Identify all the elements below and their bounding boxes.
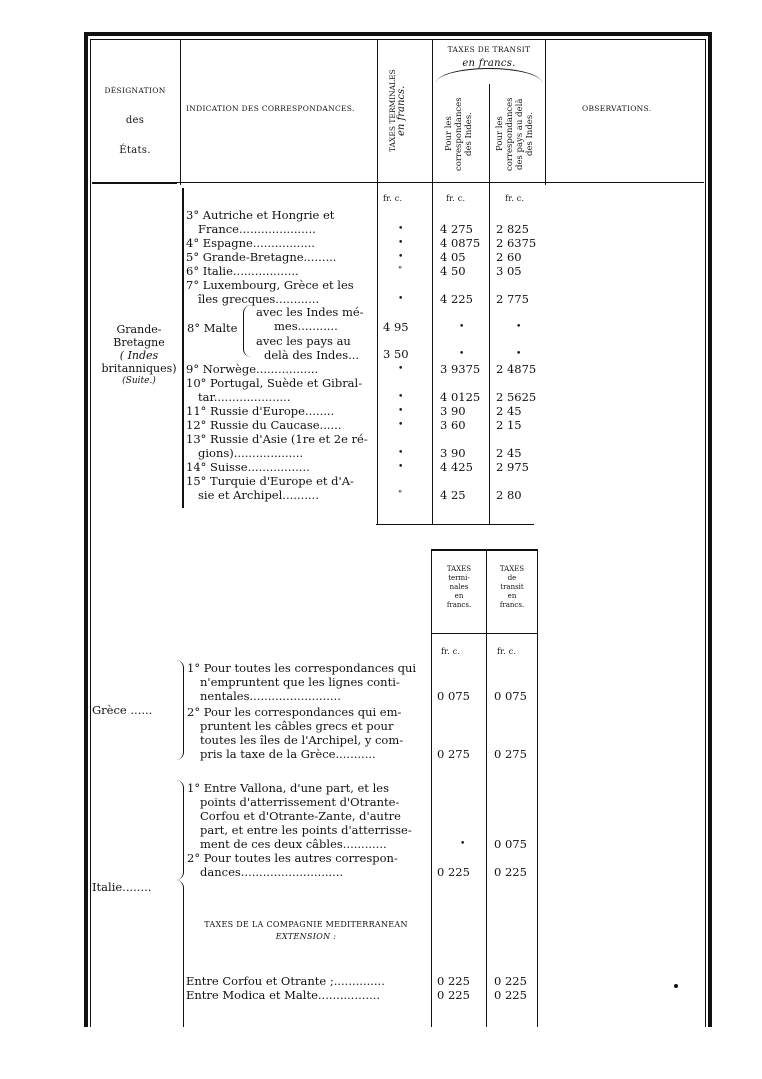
italie-state-label: Italie........ (92, 880, 152, 894)
col-rule-obs (545, 39, 546, 185)
gb-row-indes: 4 225 (440, 292, 473, 306)
gb-brace (182, 188, 184, 508)
malte-brace (243, 305, 252, 357)
malte-indes-mark2: • (459, 349, 465, 359)
header-transit-col2-line4: des Indes. (525, 112, 535, 156)
gb-row-dela: 2 45 (496, 404, 522, 418)
italie-row-terminales: 0 225 (437, 865, 470, 879)
header-transit-col2-line2: correspondances (505, 97, 515, 171)
gb-row-text: 14° Suisse................. (186, 460, 310, 474)
table2-col1-line5: francs. (446, 601, 472, 609)
grece-row-text: 1° Pour toutes les correspondances qui (187, 661, 417, 675)
malte-sub2-line2: delà des Indes... (264, 348, 360, 362)
gb-row-text: 13° Russie d'Asie (1re et 2e ré- (186, 432, 368, 446)
company-row-terminales: 0 225 (437, 988, 470, 1002)
grece-row-text: nentales......................... (200, 689, 341, 703)
gb-row-indes: 3 90 (440, 404, 466, 418)
table2-col-rule-1 (431, 549, 432, 1027)
header-taxes-transit-line1: TAXES DE TRANSIT (447, 45, 531, 54)
header-designation-line1: DÉSIGNATION (104, 86, 166, 95)
gb-state-label (96, 323, 182, 388)
header-designation-line3: États. (119, 145, 151, 156)
gb-row-text: tar..................... (198, 390, 291, 404)
col-rule-indes (432, 39, 433, 525)
gb-row-dela: 3 05 (496, 264, 522, 278)
grece-row-transit: 0 075 (494, 689, 527, 703)
italie-row-terminales: • (460, 839, 466, 849)
gb-row-terminales: • (398, 294, 404, 304)
italie-row-text: points d'atterrissement d'Otrante- (200, 795, 400, 809)
header-bottom-rule (92, 182, 704, 183)
gb-row-terminales: • (398, 420, 404, 430)
gb-row-dela: 2 60 (496, 250, 522, 264)
gb-state-line5: (Suite.) (122, 376, 156, 386)
malte-sub1 (256, 305, 371, 333)
malte-sub2 (256, 334, 371, 362)
italie-row-text: ment de ces deux câbles............ (200, 837, 387, 851)
table2-col2-line2: de (507, 574, 517, 582)
gb-row-text: 15° Turquie d'Europe et d'A- (186, 474, 354, 488)
header-transit-col1-line1: Pour les (444, 116, 454, 152)
header-transit-col2-line3: des pays au delà (515, 98, 525, 170)
table2-col2-line4: en (507, 592, 517, 600)
company-row-transit: 0 225 (494, 988, 527, 1002)
italie-row-text: 2° Pour toutes les autres correspon- (187, 851, 398, 865)
gb-row-terminales: • (398, 392, 404, 402)
grece-row-text: pruntent les câbles grecs et pour (200, 719, 394, 733)
gb-row-indes: 3 9375 (440, 362, 481, 376)
italie-row-text: 1° Entre Vallona, d'une part, et les (187, 781, 389, 795)
gb-row-text: 7° Luxembourg, Grèce et les (186, 278, 354, 292)
gb-row-indes: 4 0875 (440, 236, 481, 250)
gb-row-dela: 2 45 (496, 446, 522, 460)
company-heading-line1: TAXES DE LA COMPAGNIE MEDITERRANEAN (204, 920, 408, 929)
malte-dela-mark1: • (516, 322, 522, 332)
malte-sub1-line2: mes........... (274, 319, 338, 333)
malte-indes-mark1: • (459, 322, 465, 332)
malte-sub1-line1: avec les Indes mé- (256, 305, 364, 319)
table2-col1-line4: en (454, 592, 464, 600)
table2-header-col2 (487, 565, 537, 610)
grece-row-text: 2° Pour les correspondances qui em- (187, 705, 402, 719)
header-indication: INDICATION DES CORRESPONDANCES. (186, 104, 355, 113)
header-transit-col2-line1: Pour les (495, 116, 505, 152)
header-taxes-transit-line2: en francs. (462, 58, 516, 69)
malte-dela-mark2: • (516, 349, 522, 359)
table2-unit2: fr. c. (497, 647, 517, 656)
gb-row-text: 10° Portugal, Suède et Gibral- (186, 376, 363, 390)
gb-row-terminales: • (398, 406, 404, 416)
gb-row-dela: 2 4875 (496, 362, 537, 376)
grece-row-text: toutes les îles de l'Archipel, y com- (200, 733, 404, 747)
gb-row-dela: 2 975 (496, 460, 529, 474)
col-rule-terminales (377, 39, 378, 525)
gb-row-text: 3° Autriche et Hongrie et (186, 208, 335, 222)
company-row-terminales: 0 225 (437, 974, 470, 988)
gb-row-indes: 3 60 (440, 418, 466, 432)
frame-right-rule (708, 32, 712, 1027)
company-row-text: Entre Modica et Malte................. (186, 988, 381, 1002)
table2-unit1: fr. c. (441, 647, 461, 656)
grece-row-terminales: 0 275 (437, 747, 470, 761)
gb-row-text: îles grecques............ (198, 292, 320, 306)
gb-row-indes: 4 05 (440, 250, 466, 264)
gb-row-text: gions)................... (198, 446, 304, 460)
gb-row-text: 12° Russie du Caucase...... (186, 418, 342, 432)
frame-top-rule-thin (90, 39, 706, 40)
header-observations: OBSERVATIONS. (582, 104, 652, 113)
unit-dela: fr. c. (505, 194, 525, 203)
malte-label: 8° Malte (187, 321, 238, 335)
col-rule-dela (489, 84, 490, 525)
gb-row-text: France..................... (198, 222, 316, 236)
gb-row-terminales: • (398, 224, 404, 234)
table2-header-col1 (432, 565, 486, 610)
table2-col1-line3: nales (449, 583, 469, 591)
page-dot-mark (674, 984, 678, 988)
gb-row-text: sie et Archipel.......... (198, 488, 319, 502)
gb-row-text: 5° Grande-Bretagne......... (186, 250, 337, 264)
gb-state-line4: britanniques) (101, 362, 177, 375)
gb-row-dela: 2 15 (496, 418, 522, 432)
header-taxes-terminales-line2: en francs. (396, 85, 407, 137)
gb-row-indes: 4 50 (440, 264, 466, 278)
table2-top-rule (431, 549, 538, 551)
grece-row-terminales: 0 075 (437, 689, 470, 703)
gb-row-terminales: " (398, 490, 403, 500)
grece-row-text: n'empruntent que les lignes conti- (200, 675, 400, 689)
table2-col1-line1: TAXES (446, 565, 472, 573)
gb-row-terminales: • (398, 364, 404, 374)
gb-table-bottom-rule (376, 524, 534, 525)
italie-row-text: dances............................ (200, 865, 344, 879)
gb-state-line2: Bretagne (113, 336, 165, 349)
header-transit-col1-line2: correspondances (454, 97, 464, 171)
gb-row-dela: 2 5625 (496, 390, 537, 404)
malte-term2: 3 50 (383, 347, 409, 361)
company-row-text: Entre Corfou et Otrante ;.............. (186, 974, 385, 988)
frame-left-rule (84, 32, 88, 1027)
table2-col2-line1: TAXES (499, 565, 525, 573)
header-transit-col1-line3: des Indes. (464, 112, 474, 156)
gb-row-indes: 4 425 (440, 460, 473, 474)
gb-row-text: 9° Norwège................. (186, 362, 319, 376)
italie-row-transit: 0 225 (494, 865, 527, 879)
gb-row-indes: 3 90 (440, 446, 466, 460)
italie-row-text: part, et entre les points d'atterrisse- (200, 823, 412, 837)
italie-brace-lower (176, 880, 184, 1027)
gb-row-indes: 4 0125 (440, 390, 481, 404)
table2-col2-line3: transit (500, 583, 524, 591)
company-heading-line2: EXTENSION : (275, 932, 337, 941)
gb-row-terminales: " (398, 266, 403, 276)
gb-state-line1: Grande- (116, 323, 162, 336)
gb-state-line3: ( Indes (119, 349, 159, 362)
header-taxes-terminales-line1: TAXES TERMINALES (388, 69, 397, 153)
frame-right-rule-thin (705, 39, 706, 1027)
unit-terminales: fr. c. (383, 194, 403, 203)
gb-row-terminales: • (398, 252, 404, 262)
header-transit-col2 (495, 92, 535, 176)
grece-row-transit: 0 275 (494, 747, 527, 761)
table2-header-rule (431, 633, 538, 634)
gb-row-dela: 2 6375 (496, 236, 537, 250)
header-col-rule (180, 39, 181, 185)
gb-row-terminales: • (398, 462, 404, 472)
state-col-rule (92, 183, 177, 184)
gb-row-text: 11° Russie d'Europe........ (186, 404, 335, 418)
company-row-transit: 0 225 (494, 974, 527, 988)
header-taxes-terminales (388, 52, 406, 170)
frame-left-rule-thin (90, 39, 91, 1027)
table2-col-rule-3 (537, 549, 538, 1027)
gb-row-dela: 2 775 (496, 292, 529, 306)
table2-col2-line5: francs. (499, 601, 525, 609)
gb-row-terminales: • (398, 238, 404, 248)
malte-term1: 4 95 (383, 320, 409, 334)
italie-row-text: Corfou et d'Otrante-Zante, d'autre (200, 809, 401, 823)
gb-row-indes: 4 275 (440, 222, 473, 236)
gb-row-text: 4° Espagne................. (186, 236, 315, 250)
header-designation (92, 76, 178, 166)
grece-row-text: pris la taxe de la Grèce........... (200, 747, 376, 761)
gb-row-dela: 2 825 (496, 222, 529, 236)
grece-brace (176, 660, 184, 760)
table2-col1-line2: termi- (448, 574, 470, 582)
unit-indes: fr. c. (446, 194, 466, 203)
gb-row-text: 6° Italie.................. (186, 264, 299, 278)
header-designation-line2: des (125, 115, 145, 126)
gb-row-dela: 2 80 (496, 488, 522, 502)
company-heading (184, 919, 428, 943)
italie-row-transit: 0 075 (494, 837, 527, 851)
gb-row-terminales: • (398, 448, 404, 458)
italie-brace-upper (176, 780, 184, 880)
gb-row-indes: 4 25 (440, 488, 466, 502)
malte-sub2-line1: avec les pays au (256, 334, 351, 348)
frame-top-rule (84, 32, 712, 36)
header-transit-col1 (444, 92, 474, 176)
grece-state-label: Grèce ...... (92, 703, 153, 717)
table2-col-rule-2 (486, 549, 487, 1027)
header-taxes-transit (433, 43, 545, 71)
